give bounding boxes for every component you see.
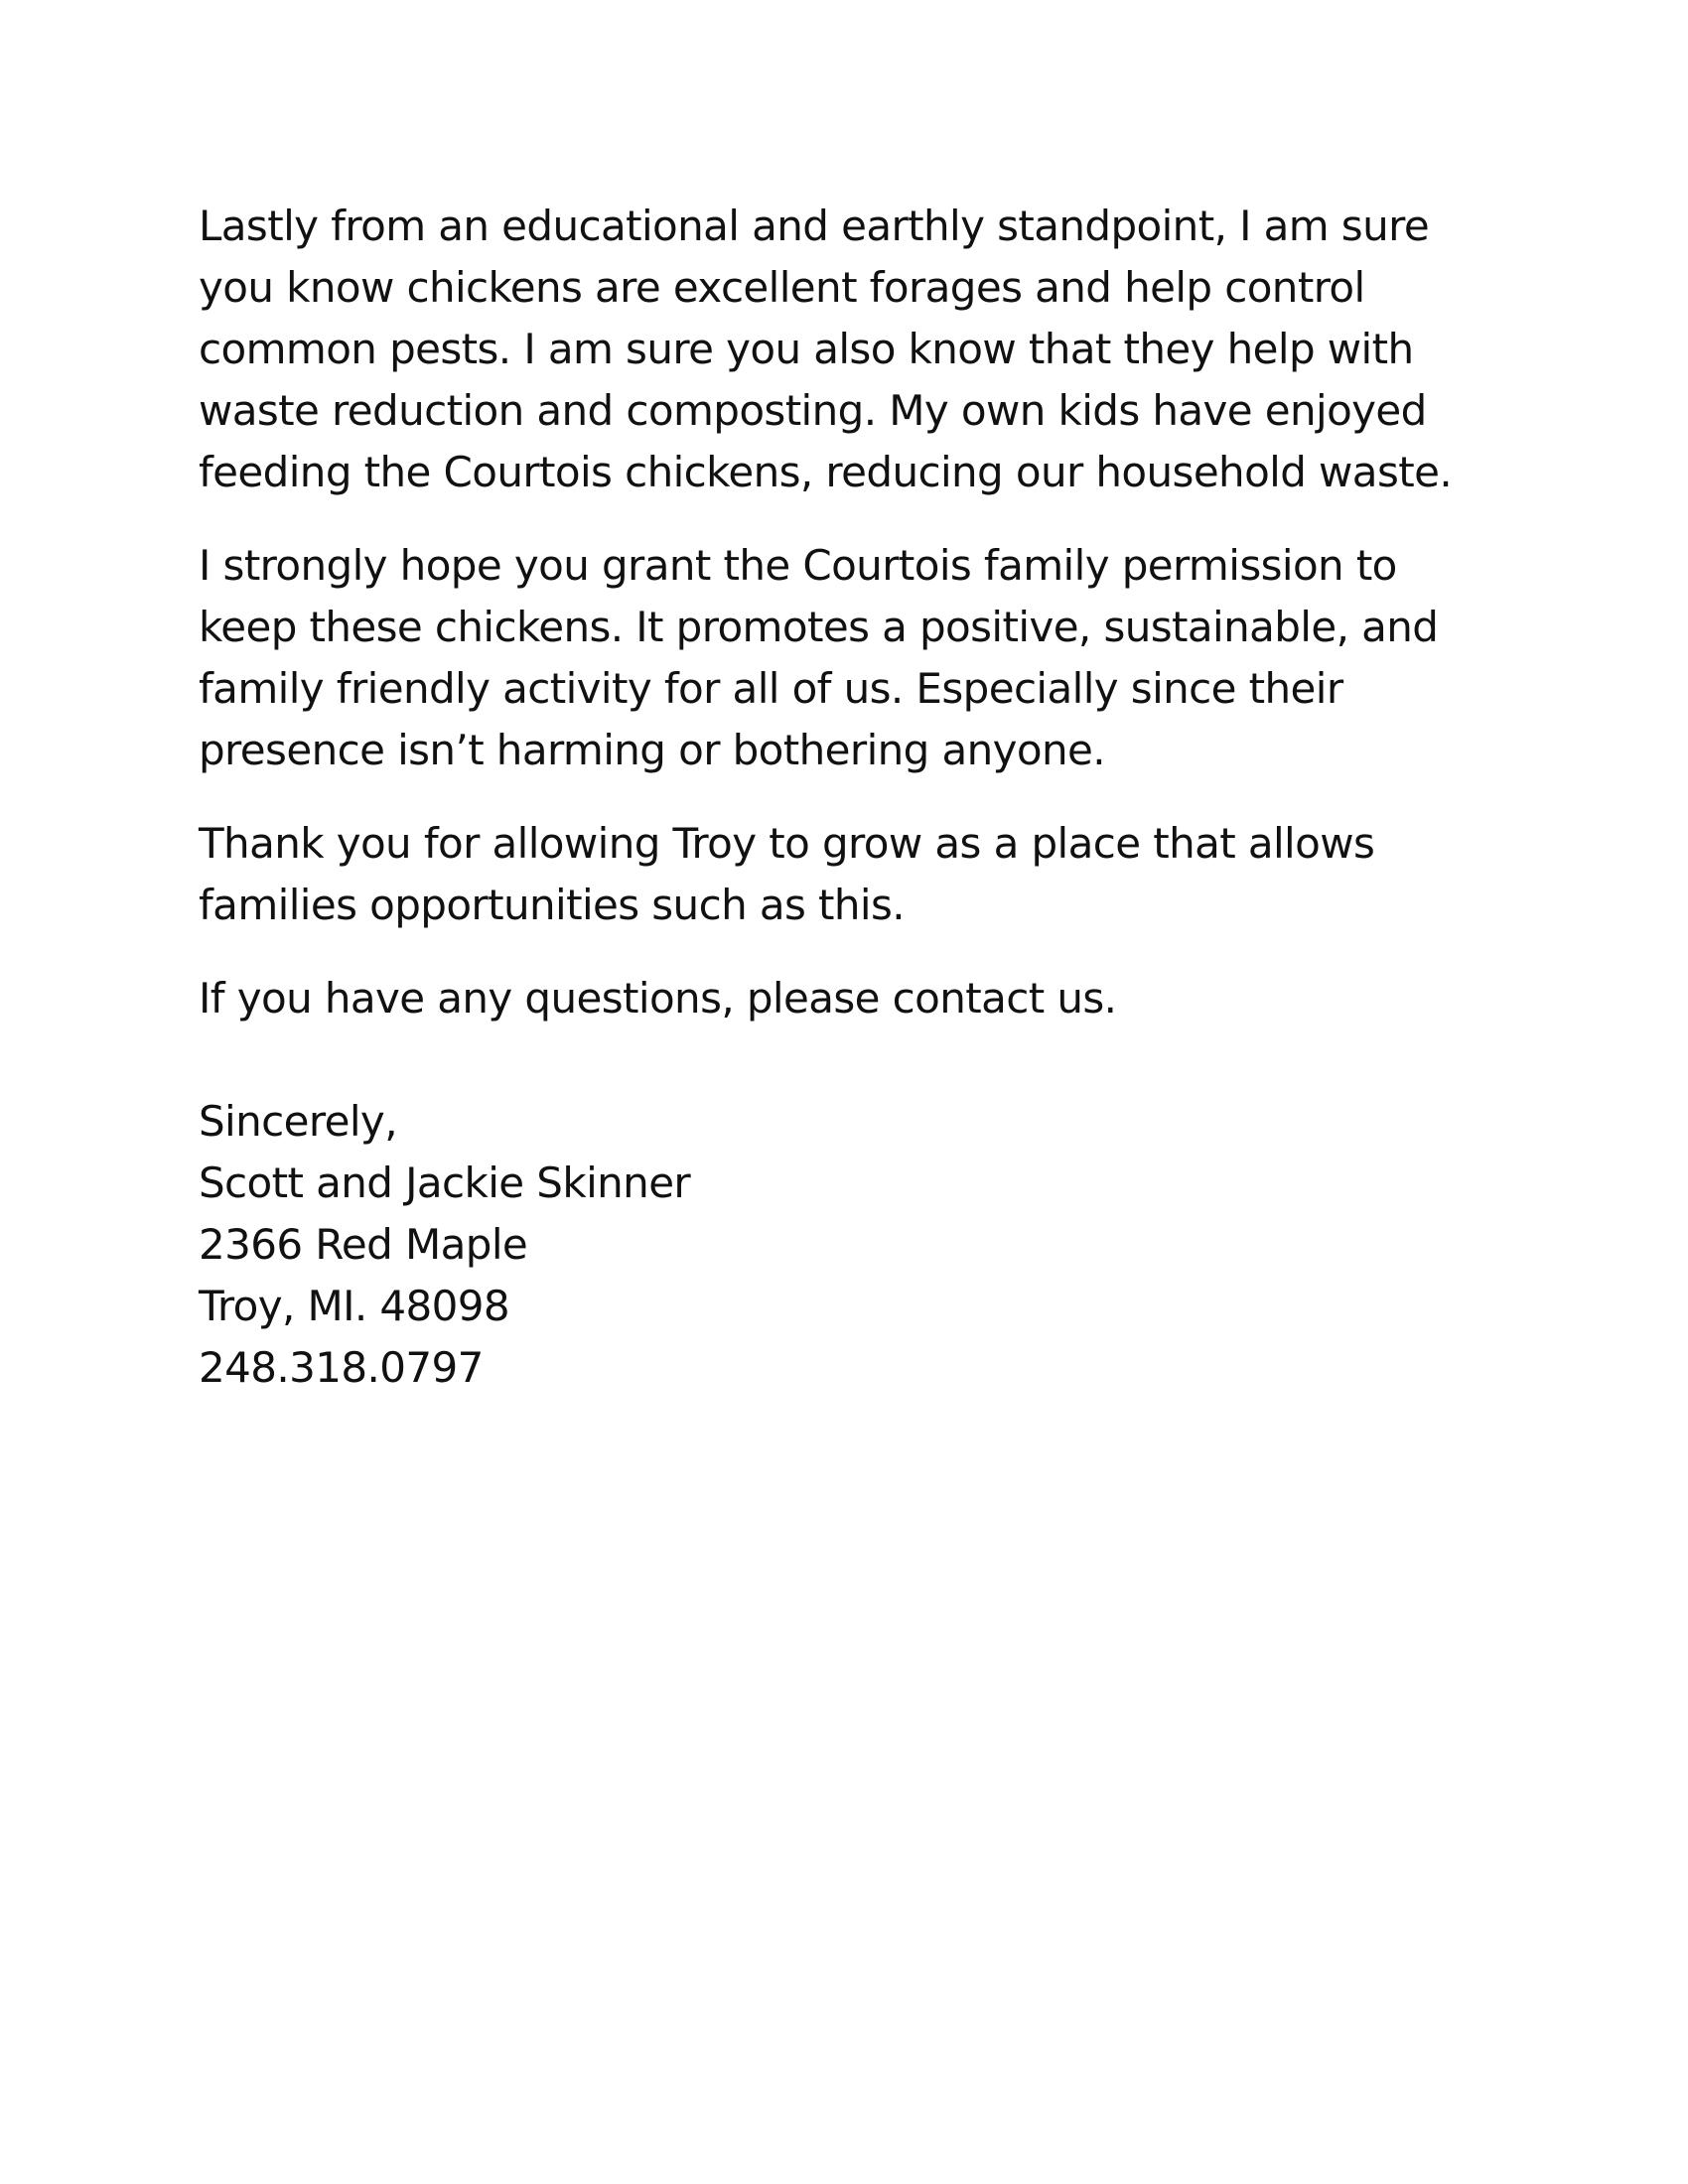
text-line: common pests. I am sure you also know that they help with xyxy=(199,325,1414,373)
text-line: family friendly activity for all of us. Especially since their xyxy=(199,664,1343,713)
text-line: Lastly from an educational and earthly standpoint, I am sure xyxy=(199,202,1430,250)
paragraph-contact xyxy=(199,968,1489,1029)
text-line: I strongly hope you grant the Courtois family permission to xyxy=(199,541,1397,590)
paragraph-request xyxy=(199,535,1489,781)
text-line: feeding the Courtois chickens, reducing our household waste. xyxy=(199,448,1453,496)
text-line: keep these chickens. It promotes a positive, sustainable, and xyxy=(199,603,1439,651)
text-line: presence isn’t harming or bothering anyone. xyxy=(199,726,1105,774)
street-address: 2366 Red Maple xyxy=(199,1220,528,1269)
text-line: Thank you for allowing Troy to grow as a place that allows xyxy=(199,819,1375,868)
text-line: families opportunities such as this. xyxy=(199,881,906,929)
paragraph-thanks xyxy=(199,813,1489,936)
text-line: you know chickens are excellent forages and help control xyxy=(199,263,1365,312)
letter-body xyxy=(199,196,1489,1399)
paragraph-educational xyxy=(199,196,1489,503)
phone-number: 248.318.0797 xyxy=(199,1343,484,1392)
signer-names: Scott and Jackie Skinner xyxy=(199,1159,691,1207)
signature-block xyxy=(199,1091,1489,1399)
city-state-zip: Troy, MI. 48098 xyxy=(199,1282,510,1330)
text-line: waste reduction and composting. My own kids have enjoyed xyxy=(199,386,1427,435)
text-line: If you have any questions, please contact us. xyxy=(199,974,1117,1023)
salutation: Sincerely, xyxy=(199,1097,397,1146)
